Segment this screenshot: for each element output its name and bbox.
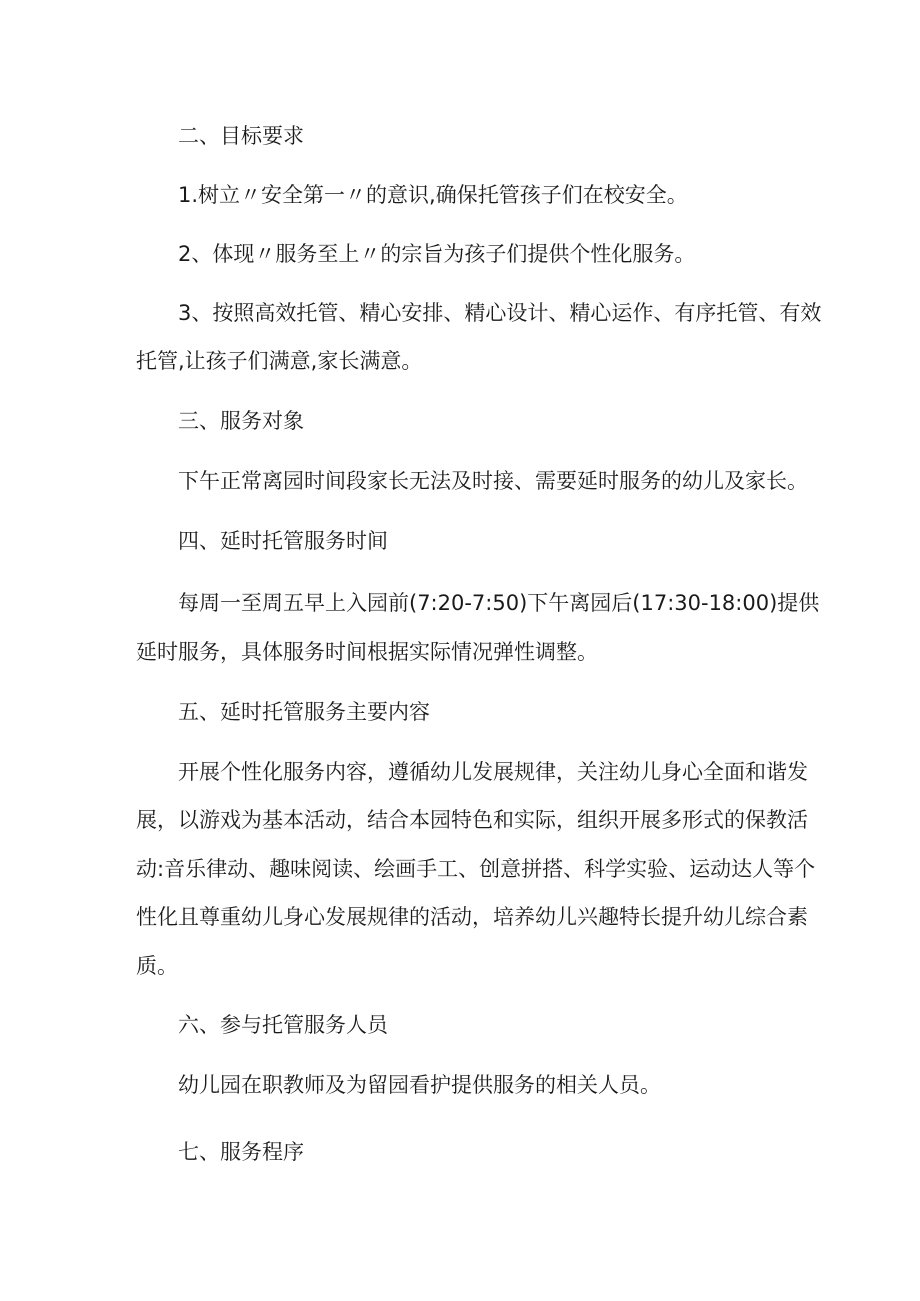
service-time-line-1: 每周一至周五早上入园前(7:20-7:50)下午离园后(17:30-18:00)提供 (178, 591, 820, 615)
staff-text: 幼儿园在职教师及为留园看护提供服务的相关人员。 (178, 1073, 661, 1097)
service-target-text: 下午正常离园时间段家长无法及时接、需要延时服务的幼儿及家长。 (178, 469, 808, 493)
goal-item-1: 1.树立〃安全第一〃的意识,确保托管孩子们在校安全。 (178, 183, 688, 207)
service-content-line-5: 质。 (136, 954, 178, 978)
section-heading-service-content: 五、延时托管服务主要内容 (178, 700, 430, 724)
service-content-line-3: 动:音乐律动、趣味阅读、绘画手工、创意拼搭、科学实验、运动达人等个 (136, 857, 816, 881)
section-heading-procedure: 七、服务程序 (178, 1140, 304, 1164)
service-time-line-2: 延时服务，具体服务时间根据实际情况弹性调整。 (136, 640, 598, 664)
goal-item-2: 2、体现〃服务至上〃的宗旨为孩子们提供个性化服务。 (178, 242, 696, 266)
service-content-line-4: 性化且尊重幼儿身心发展规律的活动，培养幼儿兴趣特长提升幼儿综合素 (136, 905, 808, 929)
goal-item-3-line-2: 托管,让孩子们满意,家长满意。 (136, 349, 423, 373)
section-heading-service-target: 三、服务对象 (178, 409, 304, 433)
section-heading-staff: 六、参与托管服务人员 (178, 1013, 388, 1037)
section-heading-goals: 二、目标要求 (178, 124, 304, 148)
section-heading-service-time: 四、延时托管服务时间 (178, 529, 388, 553)
goal-item-3-line-1: 3、按照高效托管、精心安排、精心设计、精心运作、有序托管、有效 (178, 301, 822, 325)
service-content-line-2: 展，以游戏为基本活动，结合本园特色和实际，组织开展多形式的保教活 (136, 808, 808, 832)
service-content-line-1: 开展个性化服务内容，遵循幼儿发展规律，关注幼儿身心全面和谐发 (178, 760, 808, 784)
